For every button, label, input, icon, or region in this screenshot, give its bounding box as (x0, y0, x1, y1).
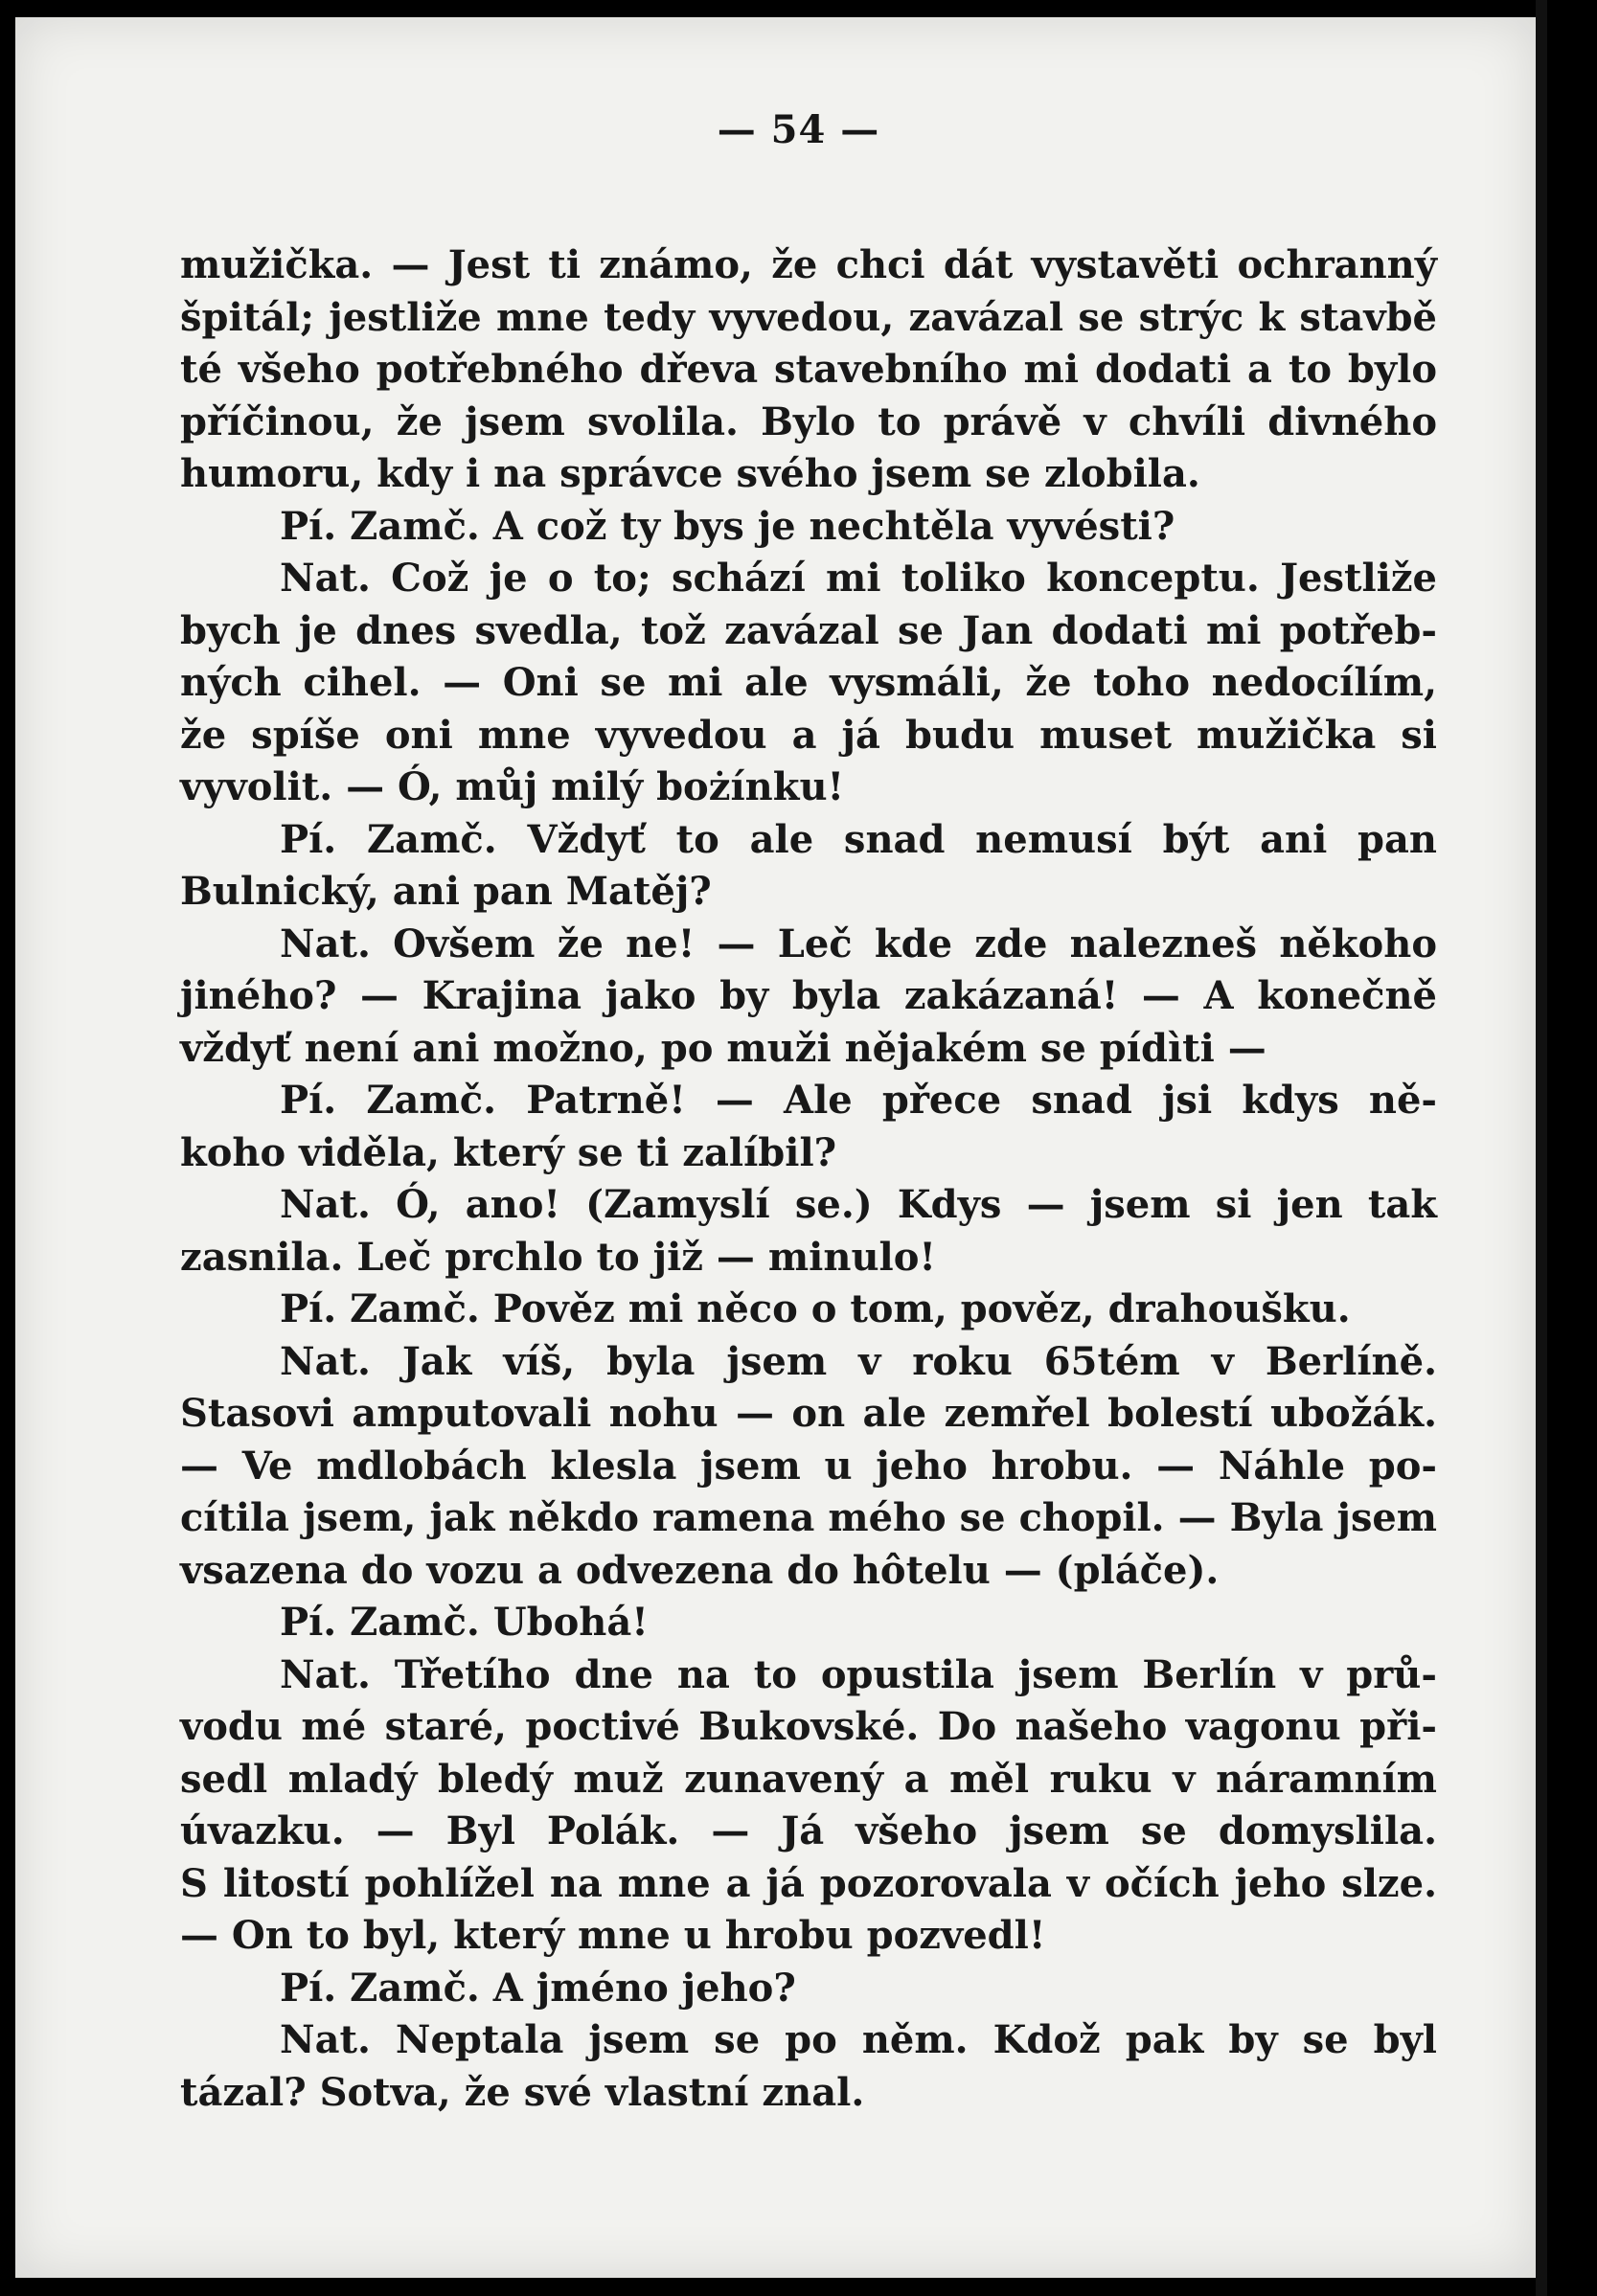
text-line: Pí. Zamč. A jméno jeho? (280, 1965, 796, 2011)
text-line: Pí. Zamč. Patrně! — Ale přece snad jsi kdys ně- (280, 1078, 1437, 1123)
text-line: Nat. Jak víš, byla jsem v roku 65tém v Berlíně. (280, 1338, 1437, 1384)
text-line: — On to byl, který mne u hrobu pozvedl! (180, 1913, 1046, 1958)
text-line: příčinou, že jsem svolila. Bylo to právě v chvíli divného (180, 398, 1437, 444)
text-line: úvazku. — Byl Polák. — Já všeho jsem se domyslila. (180, 1808, 1437, 1853)
text-line: vyvolit. — Ó, můj milý bożínku! (180, 764, 845, 809)
text-line: Bulnický, ani pan Matěj? (180, 869, 712, 914)
text-line: že spíše oni mne vyvedou a já budu muset mužička si (180, 712, 1437, 758)
text-line: Pí. Zamč. A což ty bys je nechtěla vyvésti? (280, 503, 1175, 549)
text-line: jiného? — Krajina jako by byla zakázaná! — A konečně (180, 973, 1437, 1018)
text-line: Pí. Zamč. Ubohá! (280, 1600, 649, 1645)
text-line: ných cihel. — Oni se mi ale vysmáli, že toho nedocílím, (180, 660, 1437, 705)
text-line: humoru, kdy i na správce svého jsem se zlobila. (180, 451, 1200, 496)
text-line: mužička. — Jest ti známo, že chci dát vystavěti ochranný (180, 242, 1437, 287)
page-text (180, 239, 1437, 2119)
text-line: Nat. Neptala jsem se po něm. Kdož pak by se byl (280, 2017, 1437, 2062)
text-line: Nat. Což je o to; schází mi toliko konceptu. Jestliže (280, 556, 1437, 601)
text-line: sedl mladý bledý muž zunavený a měl ruku v náramním (180, 1756, 1437, 1802)
text-line: Stasovi amputovali nohu — on ale zemřel bolestí ubožák. (180, 1391, 1437, 1436)
text-line: Nat. Třetího dne na to opustila jsem Berlín v prů- (280, 1651, 1437, 1697)
text-line: koho viděla, který se ti zalíbil? (180, 1129, 837, 1175)
text-line: té všeho potřebného dřeva stavebního mi dodati a to bylo (180, 347, 1437, 392)
text-line: cítila jsem, jak někdo ramena mého se chopil. — Byla jsem (180, 1496, 1437, 1540)
text-line: Nat. Ó, ano! (Zamyslí se.) Kdys — jsem si jen tak (280, 1182, 1437, 1227)
text-line: Pí. Zamč. Vždyť to ale snad nemusí být ani pan (280, 816, 1437, 862)
text-line: vodu mé staré, poctivé Bukovské. Do našeho vagonu při- (180, 1704, 1437, 1749)
text-line: zasnila. Leč prchlo to již — minulo! (180, 1234, 936, 1280)
text-line: tázal? Sotva, že své vlastní znal. (180, 2069, 865, 2115)
text-line: Pí. Zamč. Pověz mi něco o tom, pověz, drahoušku. (280, 1286, 1351, 1331)
text-line: bych je dnes svedla, tož zavázal se Jan dodati mi potřeb- (180, 607, 1437, 653)
page-number: — 54 — (717, 107, 880, 152)
text-line: Nat. Ovšem že ne! — Leč kde zde nalezneš někoho (280, 921, 1437, 966)
text-line: S litostí pohlížel na mne a já pozorovala v očích jeho slze. (180, 1860, 1437, 1906)
text-line: vsazena do vozu a odvezena do hôtelu — (pláče). (180, 1547, 1220, 1593)
text-line: — Ve mdlobách klesla jsem u jeho hrobu. — Náhle po- (180, 1443, 1437, 1489)
page-edge-shadow (1536, 0, 1547, 2296)
text-line: špitál; jestliže mne tedy vyvedou, zavázal se strýc k stavbě (180, 294, 1437, 340)
text-line: vždyť není ani možno, po muži nějakém se pídìti — (180, 1025, 1266, 1071)
